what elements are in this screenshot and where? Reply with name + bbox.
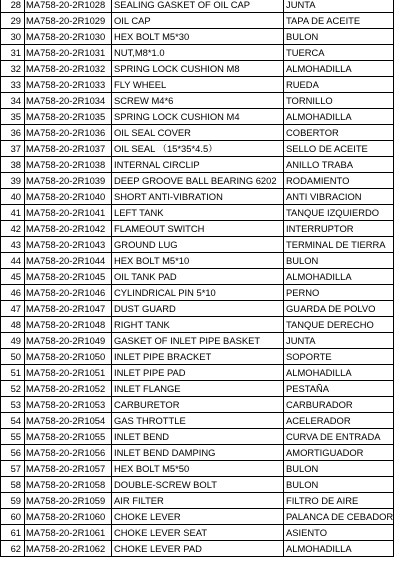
table-row xyxy=(1,477,394,493)
row-number-cell: 46 xyxy=(1,285,25,301)
part-code-cell: MA758-20-2R1057 xyxy=(25,461,112,477)
part-description-cell: RIGHT TANK xyxy=(112,317,284,333)
row-number-cell: 39 xyxy=(1,173,25,189)
row-number-cell: 42 xyxy=(1,221,25,237)
table-row xyxy=(1,109,394,125)
spanish-name-cell: AMORTIGUADOR xyxy=(284,445,394,461)
part-code-cell: MA758-20-2R1061 xyxy=(25,525,112,541)
row-number-cell: 61 xyxy=(1,525,25,541)
spanish-name-cell: ALMOHADILLA xyxy=(284,61,394,77)
part-code-cell: MA758-20-2R1040 xyxy=(25,189,112,205)
part-description-cell: SEALING GASKET OF OIL CAP xyxy=(112,0,284,13)
part-code-cell: MA758-20-2R1042 xyxy=(25,221,112,237)
part-code-cell: MA758-20-2R1032 xyxy=(25,61,112,77)
table-row xyxy=(1,397,394,413)
spanish-name-cell: PALANCA DE CEBADOR xyxy=(284,509,394,525)
part-description-cell: INTERNAL CIRCLIP xyxy=(112,157,284,173)
table-row xyxy=(1,349,394,365)
part-code-cell: MA758-20-2R1051 xyxy=(25,365,112,381)
table-row xyxy=(1,285,394,301)
part-description-cell: GASKET OF INLET PIPE BASKET xyxy=(112,333,284,349)
table-row xyxy=(1,221,394,237)
part-description-cell: INLET PIPE PAD xyxy=(112,365,284,381)
table-row xyxy=(1,125,394,141)
spanish-name-cell: ACELERADOR xyxy=(284,413,394,429)
spanish-name-cell: JUNTA xyxy=(284,333,394,349)
spanish-name-cell: CARBURADOR xyxy=(284,397,394,413)
spanish-name-cell: TUERCA xyxy=(284,45,394,61)
table-row xyxy=(1,189,394,205)
table-row xyxy=(1,93,394,109)
table-row xyxy=(1,541,394,557)
part-description-cell: CYLINDRICAL PIN 5*10 xyxy=(112,285,284,301)
table-row xyxy=(1,525,394,541)
table-row xyxy=(1,509,394,525)
row-number-cell: 60 xyxy=(1,509,25,525)
part-code-cell: MA758-20-2R1036 xyxy=(25,125,112,141)
spanish-name-cell: ASIENTO xyxy=(284,525,394,541)
part-description-cell: HEX BOLT M5*50 xyxy=(112,461,284,477)
row-number-cell: 29 xyxy=(1,13,25,29)
part-code-cell: MA758-20-2R1059 xyxy=(25,493,112,509)
spanish-name-cell: PESTAÑA xyxy=(284,381,394,397)
row-number-cell: 43 xyxy=(1,237,25,253)
part-code-cell: MA758-20-2R1038 xyxy=(25,157,112,173)
part-description-cell: INLET PIPE BRACKET xyxy=(112,349,284,365)
spanish-name-cell: RUEDA xyxy=(284,77,394,93)
row-number-cell: 56 xyxy=(1,445,25,461)
part-description-cell: SHORT ANTI-VIBRATION xyxy=(112,189,284,205)
part-description-cell: CHOKE LEVER PAD xyxy=(112,541,284,557)
table-row xyxy=(1,0,394,13)
spanish-name-cell: ALMOHADILLA xyxy=(284,269,394,285)
part-description-cell: OIL SEAL COVER xyxy=(112,125,284,141)
part-code-cell: MA758-20-2R1035 xyxy=(25,109,112,125)
spanish-name-cell: ANILLO TRABA xyxy=(284,157,394,173)
part-description-cell: HEX BOLT M5*10 xyxy=(112,253,284,269)
part-code-cell: MA758-20-2R1044 xyxy=(25,253,112,269)
table-row xyxy=(1,493,394,509)
spanish-name-cell: BULON xyxy=(284,461,394,477)
part-description-cell: SPRING LOCK CUSHION M8 xyxy=(112,61,284,77)
part-code-cell: MA758-20-2R1050 xyxy=(25,349,112,365)
row-number-cell: 54 xyxy=(1,413,25,429)
part-description-cell: OIL CAP xyxy=(112,13,284,29)
part-code-cell: MA758-20-2R1033 xyxy=(25,77,112,93)
table-row xyxy=(1,461,394,477)
part-description-cell: LEFT TANK xyxy=(112,205,284,221)
spanish-name-cell: INTERRUPTOR xyxy=(284,221,394,237)
row-number-cell: 41 xyxy=(1,205,25,221)
spanish-name-cell: CURVA DE ENTRADA xyxy=(284,429,394,445)
row-number-cell: 48 xyxy=(1,317,25,333)
table-row xyxy=(1,301,394,317)
spanish-name-cell: SOPORTE xyxy=(284,349,394,365)
row-number-cell: 59 xyxy=(1,493,25,509)
spanish-name-cell: TORNILLO xyxy=(284,93,394,109)
table-row xyxy=(1,173,394,189)
part-code-cell: MA758-20-2R1055 xyxy=(25,429,112,445)
spanish-name-cell: TAPA DE ACEITE xyxy=(284,13,394,29)
part-code-cell: MA758-20-2R1031 xyxy=(25,45,112,61)
spanish-name-cell: BULON xyxy=(284,29,394,45)
part-description-cell: DEEP GROOVE BALL BEARING 6202 xyxy=(112,173,284,189)
spanish-name-cell: TERMINAL DE TIERRA xyxy=(284,237,394,253)
row-number-cell: 49 xyxy=(1,333,25,349)
row-number-cell: 58 xyxy=(1,477,25,493)
part-code-cell: MA758-20-2R1041 xyxy=(25,205,112,221)
part-code-cell: MA758-20-2R1048 xyxy=(25,317,112,333)
part-code-cell: MA758-20-2R1049 xyxy=(25,333,112,349)
part-code-cell: MA758-20-2R1062 xyxy=(25,541,112,557)
part-description-cell: OIL SEAL （15*35*4.5） xyxy=(112,141,284,157)
row-number-cell: 52 xyxy=(1,381,25,397)
row-number-cell: 62 xyxy=(1,541,25,557)
spanish-name-cell: ALMOHADILLA xyxy=(284,541,394,557)
table-row xyxy=(1,45,394,61)
part-code-cell: MA758-20-2R1047 xyxy=(25,301,112,317)
row-number-cell: 33 xyxy=(1,77,25,93)
row-number-cell: 34 xyxy=(1,93,25,109)
part-description-cell: DUST GUARD xyxy=(112,301,284,317)
part-description-cell: FLY WHEEL xyxy=(112,77,284,93)
part-code-cell: MA758-20-2R1029 xyxy=(25,13,112,29)
table-row xyxy=(1,61,394,77)
part-code-cell: MA758-20-2R1028 xyxy=(25,0,112,13)
spanish-name-cell: ALMOHADILLA xyxy=(284,365,394,381)
part-description-cell: NUT,M8*1.0 xyxy=(112,45,284,61)
table-row xyxy=(1,269,394,285)
row-number-cell: 50 xyxy=(1,349,25,365)
part-description-cell: OIL TANK PAD xyxy=(112,269,284,285)
table-row xyxy=(1,141,394,157)
part-code-cell: MA758-20-2R1043 xyxy=(25,237,112,253)
table-row xyxy=(1,333,394,349)
row-number-cell: 38 xyxy=(1,157,25,173)
row-number-cell: 55 xyxy=(1,429,25,445)
row-number-cell: 47 xyxy=(1,301,25,317)
row-number-cell: 36 xyxy=(1,125,25,141)
table-row xyxy=(1,237,394,253)
row-number-cell: 28 xyxy=(1,0,25,13)
table-row xyxy=(1,429,394,445)
part-code-cell: MA758-20-2R1045 xyxy=(25,269,112,285)
table-row xyxy=(1,445,394,461)
table-row xyxy=(1,317,394,333)
table-row xyxy=(1,253,394,269)
part-code-cell: MA758-20-2R1046 xyxy=(25,285,112,301)
spanish-name-cell: ANTI VIBRACION xyxy=(284,189,394,205)
spanish-name-cell: ALMOHADILLA xyxy=(284,109,394,125)
spanish-name-cell: JUNTA xyxy=(284,0,394,13)
row-number-cell: 37 xyxy=(1,141,25,157)
part-description-cell: CHOKE LEVER SEAT xyxy=(112,525,284,541)
row-number-cell: 32 xyxy=(1,61,25,77)
row-number-cell: 30 xyxy=(1,29,25,45)
part-code-cell: MA758-20-2R1052 xyxy=(25,381,112,397)
part-description-cell: CARBURETOR xyxy=(112,397,284,413)
part-description-cell: GROUND LUG xyxy=(112,237,284,253)
row-number-cell: 31 xyxy=(1,45,25,61)
part-code-cell: MA758-20-2R1053 xyxy=(25,397,112,413)
table-row xyxy=(1,205,394,221)
part-code-cell: MA758-20-2R1034 xyxy=(25,93,112,109)
part-description-cell: HEX BOLT M5*30 xyxy=(112,29,284,45)
table-row xyxy=(1,29,394,45)
part-description-cell: INLET FLANGE xyxy=(112,381,284,397)
table-row xyxy=(1,157,394,173)
table-row xyxy=(1,77,394,93)
part-code-cell: MA758-20-2R1039 xyxy=(25,173,112,189)
part-description-cell: SCREW M4*6 xyxy=(112,93,284,109)
table-row xyxy=(1,413,394,429)
spanish-name-cell: SELLO DE ACEITE xyxy=(284,141,394,157)
table-row xyxy=(1,381,394,397)
part-code-cell: MA758-20-2R1030 xyxy=(25,29,112,45)
table-row xyxy=(1,13,394,29)
spanish-name-cell: GUARDA DE POLVO xyxy=(284,301,394,317)
part-description-cell: DOUBLE-SCREW BOLT xyxy=(112,477,284,493)
spanish-name-cell: TANQUE DERECHO xyxy=(284,317,394,333)
row-number-cell: 35 xyxy=(1,109,25,125)
part-description-cell: INLET BEND DAMPING xyxy=(112,445,284,461)
row-number-cell: 57 xyxy=(1,461,25,477)
part-description-cell: FLAMEOUT SWITCH xyxy=(112,221,284,237)
part-description-cell: GAS THROTTLE xyxy=(112,413,284,429)
spanish-name-cell: PERNO xyxy=(284,285,394,301)
spanish-name-cell: BULON xyxy=(284,477,394,493)
row-number-cell: 51 xyxy=(1,365,25,381)
table-row xyxy=(1,365,394,381)
parts-table-body xyxy=(1,0,394,557)
part-description-cell: CHOKE LEVER xyxy=(112,509,284,525)
spanish-name-cell: BULON xyxy=(284,253,394,269)
part-code-cell: MA758-20-2R1056 xyxy=(25,445,112,461)
part-code-cell: MA758-20-2R1054 xyxy=(25,413,112,429)
part-description-cell: SPRING LOCK CUSHION M4 xyxy=(112,109,284,125)
row-number-cell: 40 xyxy=(1,189,25,205)
part-code-cell: MA758-20-2R1037 xyxy=(25,141,112,157)
row-number-cell: 44 xyxy=(1,253,25,269)
row-number-cell: 45 xyxy=(1,269,25,285)
part-description-cell: AIR FILTER xyxy=(112,493,284,509)
row-number-cell: 53 xyxy=(1,397,25,413)
spanish-name-cell: RODAMIENTO xyxy=(284,173,394,189)
part-description-cell: INLET BEND xyxy=(112,429,284,445)
part-code-cell: MA758-20-2R1060 xyxy=(25,509,112,525)
spanish-name-cell: COBERTOR xyxy=(284,125,394,141)
part-code-cell: MA758-20-2R1058 xyxy=(25,477,112,493)
spanish-name-cell: TANQUE IZQUIERDO xyxy=(284,205,394,221)
spanish-name-cell: FILTRO DE AIRE xyxy=(284,493,394,509)
